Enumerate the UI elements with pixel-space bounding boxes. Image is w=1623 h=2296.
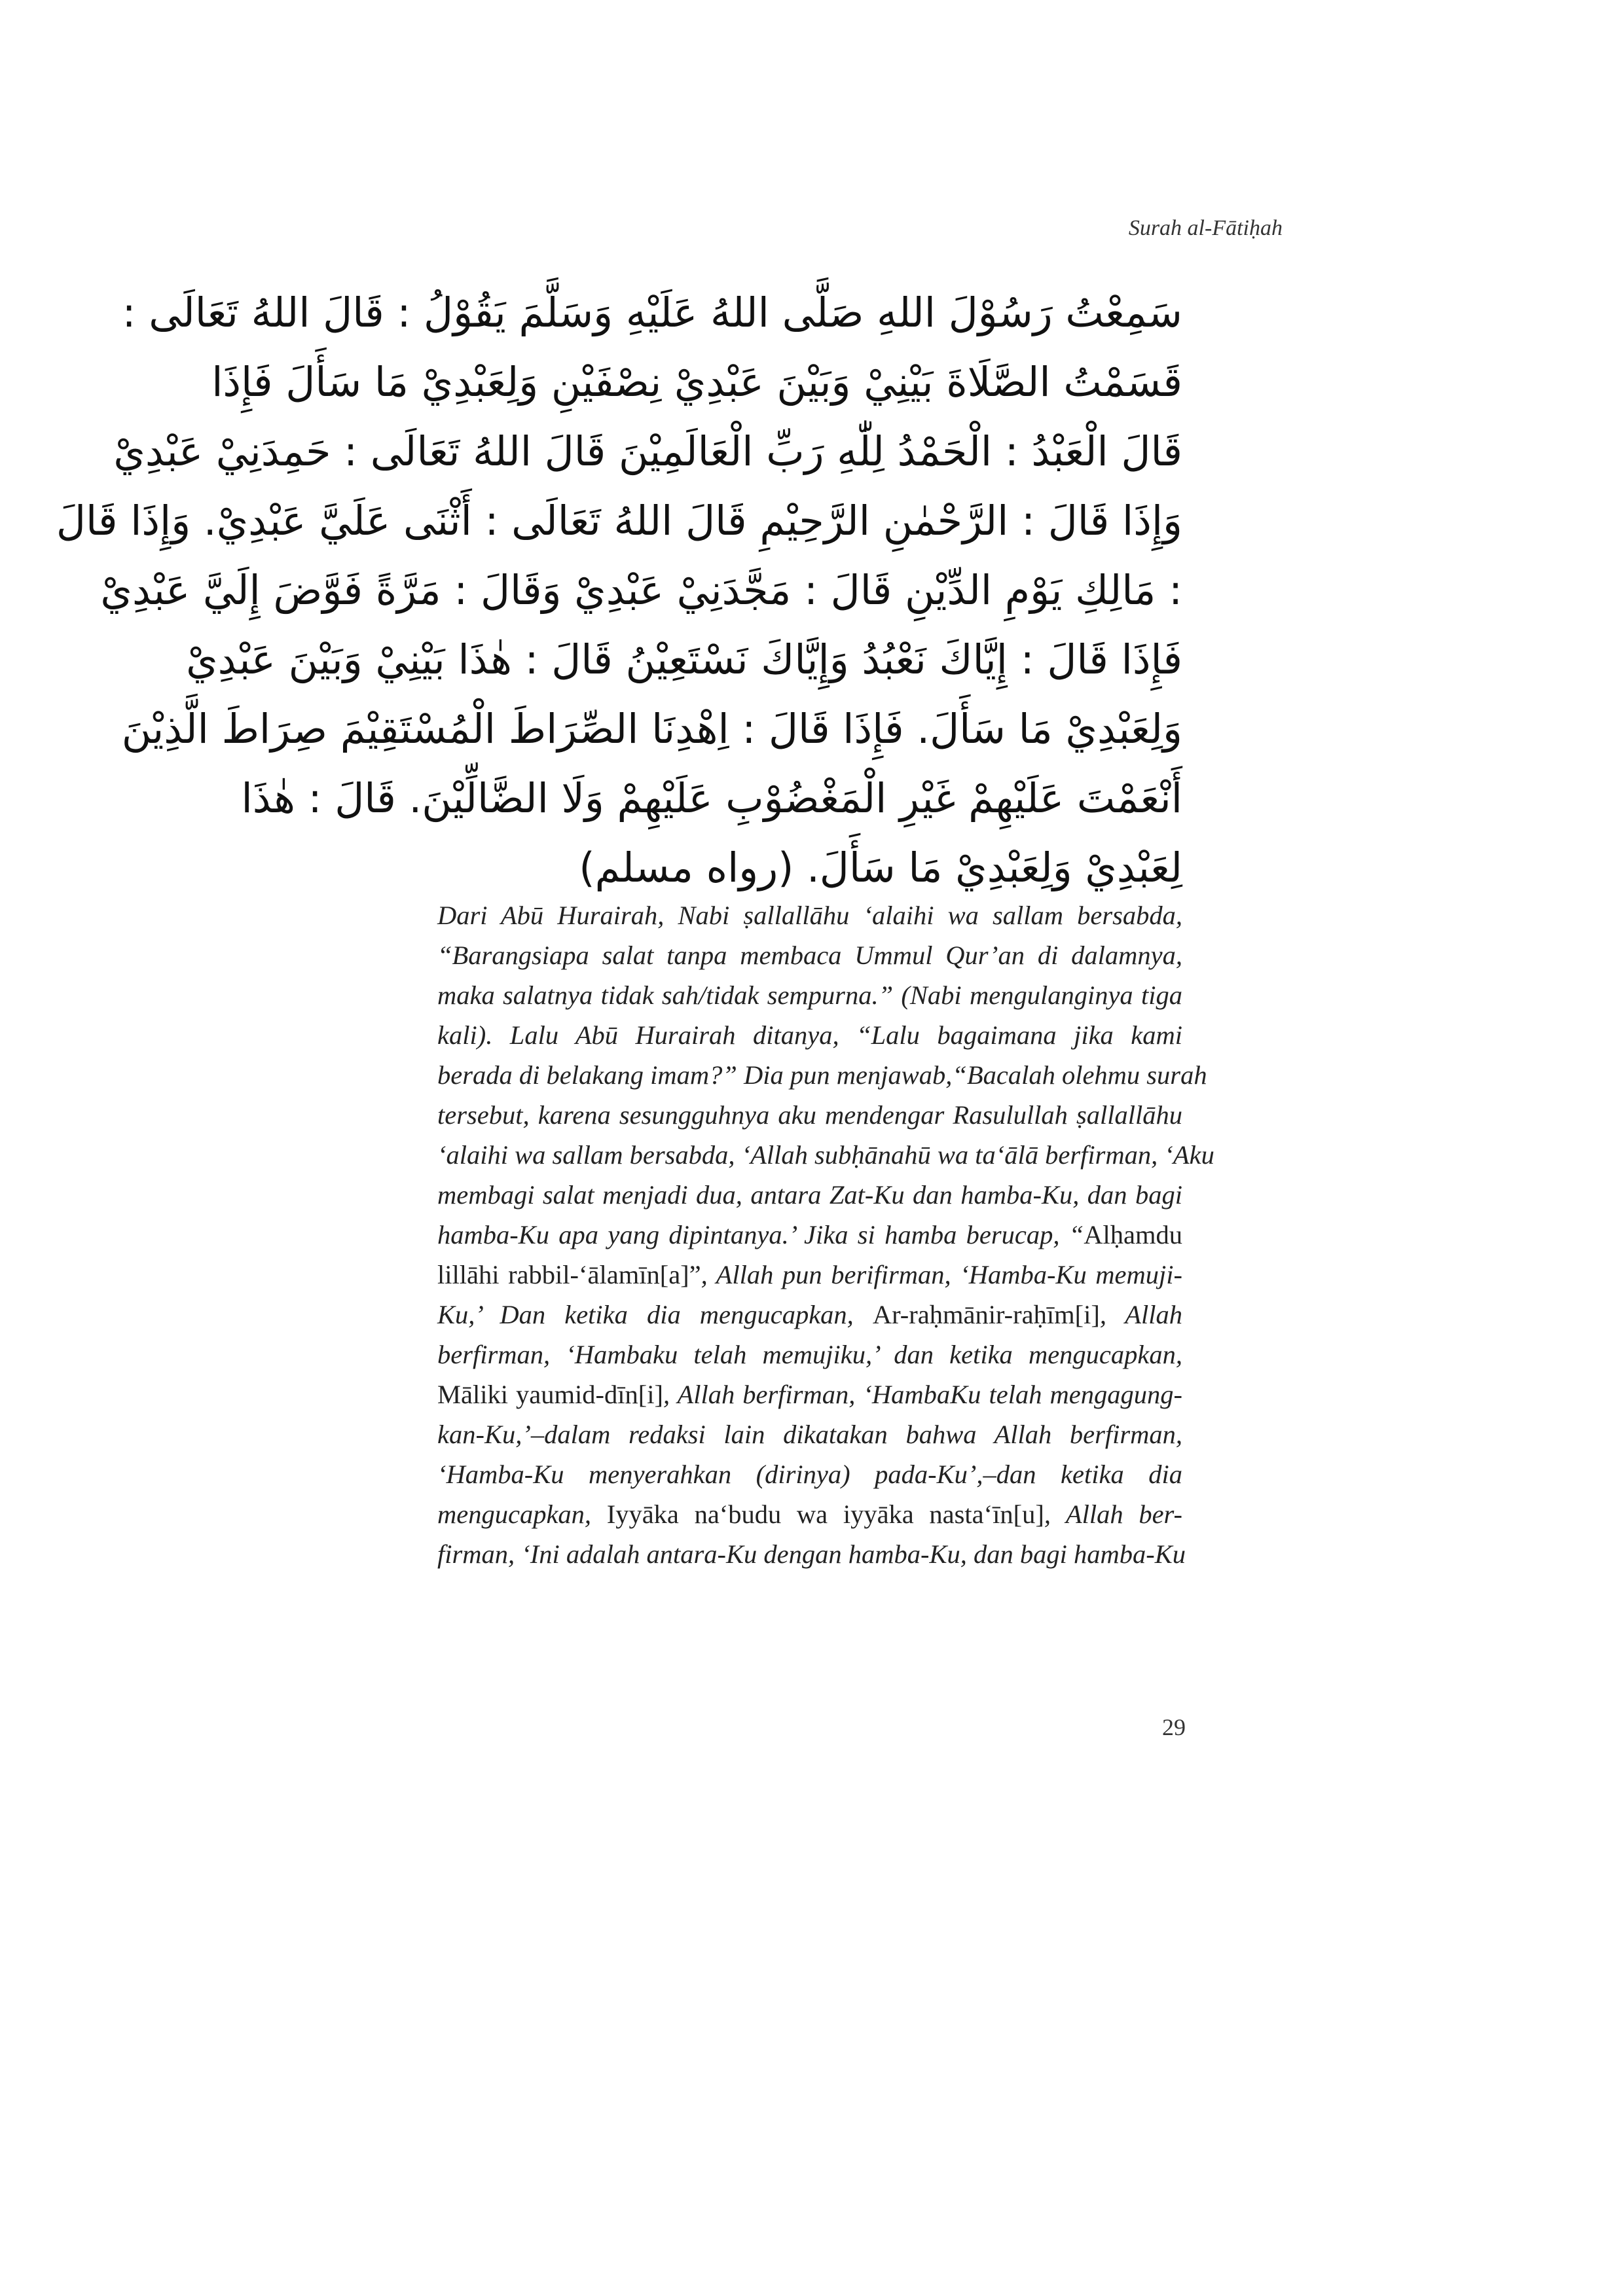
- translation-paragraph: [437, 895, 1214, 1574]
- translation-line: “Barangsiapa salat tanpa membaca Ummul Qur’an di dalamnya,: [437, 941, 1182, 970]
- translation-line: [437, 1255, 1182, 1295]
- arabic-line: سَمِعْتُ رَسُوْلَ اللهِ صَلَّى اللهُ عَلَيْهِ وَسَلَّمَ يَقُوْلُ : قَالَ اللهُ تَعَالَى :: [122, 289, 1182, 336]
- arabic-line: وَلِعَبْدِيْ مَا سَأَلَ. فَإِذَا قَالَ : اِهْدِنَا الصِّرَاطَ الْمُسْتَقِيْمَ صِرَاطَ الَّذِيْنَ: [121, 705, 1182, 753]
- arabic-hadith-text: [56, 278, 1182, 903]
- translation-line: [437, 1374, 1182, 1414]
- translation-line: ‘alaihi wa sallam bersabda, ‘Allah subḥānahū wa ta‘ālā berfirman, ‘Aku: [437, 1140, 1214, 1170]
- translation-segment: Ku,’ Dan ketika dia mengucapkan,: [437, 1300, 873, 1329]
- transliteration-segment: Māliki yaumid-dīn[i]: [437, 1380, 663, 1409]
- arabic-line: وَإِذَا قَالَ : الرَّحْمٰنِ الرَّحِيْمِ قَالَ اللهُ تَعَالَى : أَثْنَى عَلَيَّ عَبْدِيْ. وَإِذَا قَالَ: [56, 497, 1182, 545]
- running-header: Surah al-Fātiḥah: [1128, 216, 1283, 240]
- arabic-line: : مَالِكِ يَوْمِ الدِّيْنِ قَالَ : مَجَّدَنِيْ عَبْدِيْ وَقَالَ : مَرَّةً فَوَّضَ إِلَيَّ عَبْدِيْ: [100, 566, 1182, 614]
- translation-line: membagi salat menjadi dua, antara Zat-Ku dan hamba-Ku, dan bagi: [437, 1180, 1182, 1210]
- translation-segment: hamba-Ku apa yang dipintanya.’ Jika si hamba berucap, “: [437, 1220, 1084, 1249]
- translation-line: berfirman, ‘Hambaku telah memujiku,’ dan ketika mengucapkan,: [437, 1340, 1182, 1369]
- arabic-line: قَالَ الْعَبْدُ : الْحَمْدُ لِلّٰهِ رَبِّ الْعَالَمِيْنَ قَالَ اللهُ تَعَالَى : حَمِدَنِيْ عَبْدِيْ: [113, 427, 1182, 475]
- translation-line: [437, 1494, 1182, 1534]
- translation-line: maka salatnya tidak sah/tidak sempurna.” (Nabi mengulanginya tiga: [437, 980, 1182, 1010]
- translation-segment: , Allah pun berifirman, ‘Hamba-Ku memuji-: [701, 1260, 1182, 1289]
- translation-line: [437, 1215, 1182, 1255]
- translation-line: [437, 1295, 1182, 1335]
- transliteration-segment: lillāhi rabbil-‘ālamīn[a]”: [437, 1260, 701, 1289]
- transliteration-segment: Iyyāka na‘budu wa iyyāka nasta‘īn[u]: [606, 1499, 1044, 1529]
- page-number: 29: [1162, 1714, 1186, 1740]
- translation-line: kali). Lalu Abū Hurairah ditanya, “Lalu bagaimana jika kami: [437, 1020, 1182, 1050]
- translation-segment: , Allah ber-: [1044, 1499, 1182, 1529]
- transliteration-segment: Alḥamdu: [1084, 1220, 1182, 1249]
- translation-line: ‘Hamba-Ku menyerahkan (dirinya) pada-Ku’,–dan ketika dia: [437, 1460, 1182, 1489]
- arabic-line: فَإِذَا قَالَ : إِيَّاكَ نَعْبُدُ وَإِيَّاكَ نَسْتَعِيْنُ قَالَ : هٰذَا بَيْنِيْ وَبَيْنَ عَبْدِيْ: [186, 636, 1182, 683]
- arabic-line: أَنْعَمْتَ عَلَيْهِمْ غَيْرِ الْمَغْضُوْبِ عَلَيْهِمْ وَلَا الضَّالِّيْنَ. قَالَ : هٰذَا: [241, 774, 1182, 822]
- translation-line: tersebut, karena sesungguhnya aku mendengar Rasulullah ṣallallāhu: [437, 1100, 1182, 1130]
- translation-segment: , Allah: [1099, 1300, 1182, 1329]
- arabic-line: قَسَمْتُ الصَّلَاةَ بَيْنِيْ وَبَيْنَ عَبْدِيْ نِصْفَيْنِ وَلِعَبْدِيْ مَا سَأَلَ فَإِذَا: [211, 358, 1182, 406]
- translation-line: firman, ‘Ini adalah antara-Ku dengan hamba-Ku, dan bagi hamba-Ku: [437, 1539, 1186, 1569]
- transliteration-segment: Ar-raḥmānir-raḥīm[i]: [872, 1300, 1100, 1329]
- arabic-line: لِعَبْدِيْ وَلِعَبْدِيْ مَا سَأَلَ. (رواه مسلم): [579, 844, 1182, 891]
- translation-segment: mengucapkan,: [437, 1499, 607, 1529]
- translation-line: kan-Ku,’–dalam redaksi lain dikatakan bahwa Allah berfirman,: [437, 1420, 1182, 1449]
- translation-line: berada di belakang imam?” Dia pun menjawab,“Bacalah olehmu surah: [437, 1060, 1207, 1090]
- translation-segment: , Allah berfirman, ‘HambaKu telah mengagung-: [663, 1380, 1182, 1409]
- translation-line: Dari Abū Hurairah, Nabi ṣallallāhu ‘alaihi wa sallam bersabda,: [437, 901, 1182, 930]
